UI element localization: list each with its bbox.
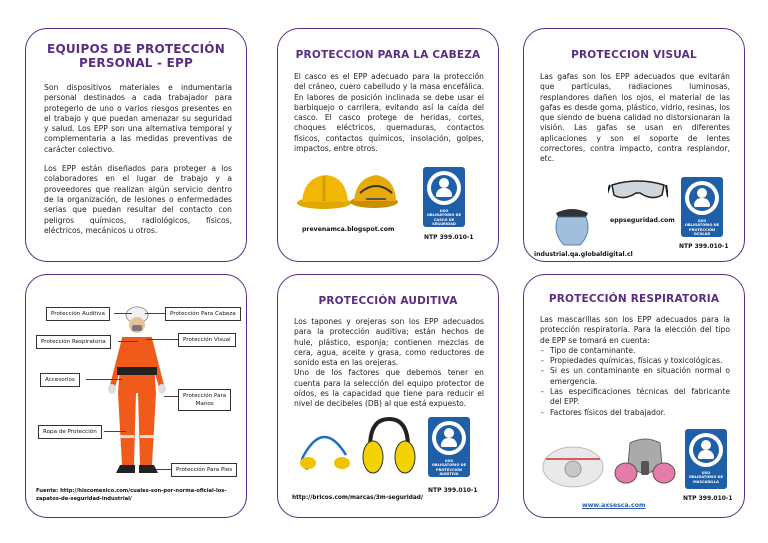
card5-title: PROTECCIÓN AUDITIVA [318, 295, 458, 307]
label-head-protection: Protección Para Cabeza [165, 307, 241, 321]
card6-intro: Las mascarillas son los EPP adecuados para la protección respiratoria. Para la elección del tipo de EPP se tomará en cuenta: [540, 315, 730, 345]
sign-text: USO OBLIGATORIO DE MASCARILLA [688, 471, 724, 484]
card6-ntp: NTP 399.010-1 [683, 495, 733, 502]
leader-line [145, 313, 165, 314]
card1-paragraph-2: Los EPP están diseñados para proteger a los colaboradores en el lugar de trabajo y a proveedores que realizan algún servicio dentro de la organización, de lesiones o enfermedades serias que puedan resultar del contacto con peligros químicos, radiológicos, físicos, eléctricos, mecánicos u otros. [44, 164, 232, 235]
leader-line [114, 313, 132, 314]
leader-line [146, 339, 178, 340]
card3-ntp: NTP 399.010-1 [679, 243, 729, 250]
card5-source: http://bricos.com/marcas/3m-seguridad/ [292, 495, 424, 501]
worker-belt [117, 367, 157, 375]
card5-body [294, 317, 484, 410]
face-shield-image [550, 205, 595, 247]
list-item: - Propiedades químicas, físicas y toxicológicas. [550, 356, 730, 366]
card2-body: El casco es el EPP adecuado para la protección del cráneo, cuero cabelludo y la masa encefálica. En labores de posición inclinada se debe usar el barbiquejo o carrilera, evitando así la caída del casco. El casco protege de heridas, cortes, choques eléctricos, quemaduras, contactos físicos, contactos químicos, insolación, golpes, impactos, entre otros. [294, 72, 484, 154]
half-face-respirator-image [614, 435, 676, 489]
earmuff-left [363, 441, 383, 473]
visual-protection-sign [681, 177, 723, 237]
goggles-person-icon [685, 181, 719, 215]
card3-body: Las gafas son los EPP adecuados que evitarán que partículas, radiaciones luminosas, resplandores dañen los ojos, el material de las gafas es desde goma, plástico, vidrio, resinas, los que siendo de buena calidad no distorsionaran la visión. Las gafas se usan en diferentes aplicaciones y son el soporte de lentes correctores, contra impacto, contra resplandor, etc. [540, 72, 730, 164]
earplug-right [334, 457, 350, 469]
card3-source-1: eppseguridad.com [610, 217, 675, 224]
worker-glove-left [108, 384, 116, 394]
mask-person-icon [689, 433, 723, 467]
card5-paragraph-1: Los tapones y orejeras son los EPP adecuados para la protección auditiva; están hechos de hule, plástico, esponja; contienen mezclas de cera, agua, aceite y grasa, como reductores de sonido esta en las orejeras. [294, 317, 484, 368]
hardhat-shell-2 [354, 175, 396, 201]
list-item: - Factores físicos del trabajador. [550, 408, 730, 418]
label-hand-protection: Protección Para Manos [178, 389, 231, 411]
label-accessories: Accesorios [40, 373, 80, 387]
sign-text: USO OBLIGATORIO DE CASCO DE SEGURIDAD [426, 209, 462, 227]
label-hearing-protection: Protección Auditiva [46, 307, 110, 321]
card5-ntp: NTP 399.010-1 [428, 487, 478, 494]
worker-mask [132, 325, 142, 331]
hardhat-image [296, 169, 401, 214]
card-epp-definition [25, 28, 247, 262]
leader-line [86, 379, 122, 380]
list-item: - Si es un contaminante en situación normal o emergencia. [550, 366, 730, 387]
leader-line [156, 469, 171, 470]
label-foot-protection: Protección Para Pies [171, 463, 237, 477]
card3-title: PROTECCION VISUAL [571, 49, 697, 61]
worker-figure [102, 305, 172, 480]
leader-line [164, 396, 178, 397]
card4-source: Fuente: http://hiscomexico.com/cuales-son-por-norma-oficial-los- zapatos-de-seguridad-industrial/ [36, 488, 227, 502]
card1-paragraph-1: Son dispositivos materiales e indumentaria personal destinados a cada trabajador para protegerlo de uno o varios riesgos presentes en el trabajo y que puedan amenazar su seguridad y salud. Los EPP son una alternativa temporal y complementaria a las medidas preventivas de carácter colectivo. [44, 83, 232, 154]
respirator-filter-left [615, 463, 637, 483]
card2-title: PROTECCION PARA LA CABEZA [295, 49, 481, 61]
card2-ntp: NTP 399.010-1 [424, 234, 474, 241]
card6-source: www.axsesca.com [582, 502, 646, 509]
earmuff-right [395, 441, 415, 473]
worker-reflective-strip [120, 435, 134, 438]
earplug-left [300, 457, 316, 469]
list-item: - Tipo de contaminante. [550, 346, 730, 356]
worker-suit-legs [118, 393, 156, 465]
criteria-list [540, 346, 730, 418]
helmet-person-icon [427, 171, 461, 205]
respirator-filter-right [653, 463, 675, 483]
card-hearing-protection [277, 274, 499, 518]
worker-boots [116, 465, 158, 473]
hearing-protection-sign [428, 417, 470, 477]
card-respiratory-protection [523, 274, 745, 518]
earmuffs-image [362, 417, 416, 477]
leader-line [104, 431, 126, 432]
sign-text: USO OBLIGATORIO DE PROTECCIÓN OCULAR [684, 219, 720, 237]
card-visual-protection [523, 28, 745, 262]
card6-body [540, 315, 730, 418]
head-protection-sign [423, 167, 465, 227]
earplugs-image [294, 425, 356, 473]
label-visual-protection: Protección Visual [178, 333, 236, 347]
card-head-protection [277, 28, 499, 262]
card6-title: PROTECCIÓN RESPIRATORIA [548, 293, 720, 305]
card3-source-2: industrial.qa.globaldigital.cl [534, 251, 633, 258]
card-worker-diagram [25, 274, 247, 518]
label-respiratory-protection: Protección Respiratoria [36, 335, 111, 349]
card2-source: prevenamca.blogspot.com [302, 226, 395, 233]
list-item: - Las especificaciones técnicas del fabricante del EPP. [550, 387, 730, 408]
mask-valve [565, 461, 581, 477]
respiratory-protection-sign [685, 429, 727, 489]
card5-paragraph-2: Uno de los factores que debemos tener en cuenta para la selección del equipo protector de oídos, es la capacidad que tiene para reducir el nivel de decibeles (DB) al que está expuesto. [294, 368, 484, 409]
goggles-image [608, 175, 668, 205]
card1-body [44, 83, 232, 245]
card1-title: EQUIPOS DE PROTECCIÓN PERSONAL - EPP [47, 42, 225, 70]
worker-glove-right [158, 384, 166, 394]
dust-mask-image [538, 439, 608, 489]
sign-text: USO OBLIGATORIO DE PROTECCIÓN AUDITIVA [431, 459, 467, 477]
earmuff-person-icon [432, 421, 466, 455]
label-protective-clothing: Ropa de Protección [38, 425, 102, 439]
leader-line [118, 341, 138, 342]
